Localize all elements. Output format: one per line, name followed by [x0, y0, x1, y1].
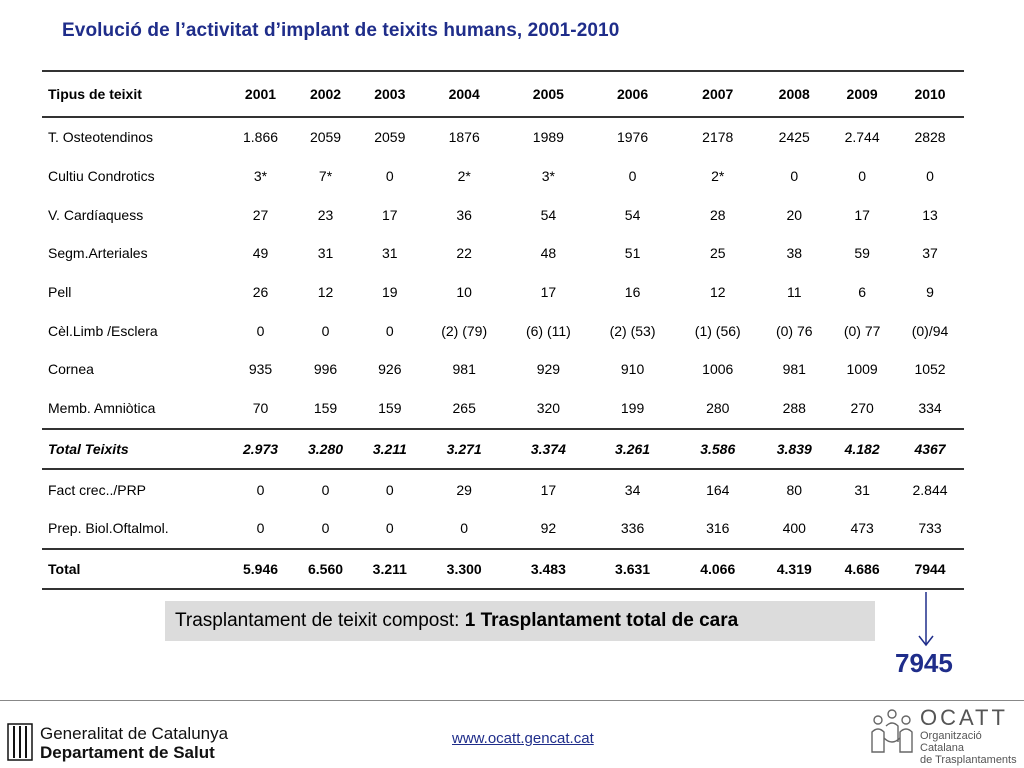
- generalitat-text: [40, 724, 228, 762]
- table-cell: 2425: [778, 129, 810, 146]
- table-cell: (0) 77: [843, 322, 881, 339]
- total-teixits-row: [42, 429, 964, 470]
- table-cell: 0: [385, 520, 394, 537]
- table-cell: 31: [317, 245, 334, 262]
- table-cell: 159: [378, 400, 402, 417]
- table-cell: 935: [248, 361, 273, 378]
- table-cell: 0: [256, 520, 265, 537]
- row-label: Cornea: [48, 361, 94, 378]
- table-row: [42, 350, 964, 389]
- table-cell: 4.066: [700, 560, 736, 577]
- table-cell: 288: [782, 400, 806, 417]
- ocatt-website-link[interactable]: www.ocatt.gencat.cat: [452, 730, 594, 747]
- table-cell: 17: [382, 206, 398, 223]
- table-cell: 2.844: [912, 481, 948, 498]
- table-cell: 4367: [914, 440, 946, 457]
- table-cell: 2.973: [242, 440, 279, 457]
- table-cell: 22: [456, 245, 472, 262]
- table-cell: 3.261: [615, 440, 651, 457]
- table-cell: 4.686: [844, 560, 880, 577]
- table-cell: 929: [536, 361, 561, 378]
- table-cell: 1989: [532, 129, 564, 146]
- table-cell: 3.483: [530, 560, 566, 577]
- table-cell: 1006: [702, 361, 734, 378]
- table-cell: 0: [321, 322, 330, 339]
- table-cell: 20: [786, 206, 803, 223]
- callout-bold: 1 Trasplantament total de cara: [464, 610, 739, 631]
- table-cell: 6.560: [308, 560, 344, 577]
- table-cell: 270: [850, 400, 874, 417]
- table-cell: 9: [926, 284, 934, 301]
- table-cell: 1876: [448, 129, 480, 146]
- table-cell: 27: [252, 206, 269, 223]
- table-cell: 2828: [914, 129, 946, 146]
- row-label: Cultiu Condrotics: [48, 168, 155, 185]
- table-cell: 4.319: [776, 560, 812, 577]
- table-cell: 2059: [309, 129, 342, 146]
- table-cell: 3.631: [615, 560, 651, 577]
- row-label: Fact crec../PRP: [48, 481, 147, 498]
- table-cell: 473: [850, 520, 874, 537]
- table-cell: 280: [706, 400, 730, 417]
- table-cell: (0) 76: [775, 322, 813, 339]
- table-cell: 0: [385, 168, 394, 185]
- table-cell: 13: [922, 206, 938, 223]
- table-cell: 3*: [541, 168, 555, 185]
- composite-transplant-callout: [165, 601, 875, 641]
- table-cell: 159: [313, 400, 338, 417]
- row-label: Total: [48, 560, 81, 577]
- table-cell: 59: [854, 245, 870, 262]
- row-label: T. Osteotendinos: [48, 129, 154, 146]
- table-cell: 733: [918, 520, 942, 537]
- gencat-line1: Generalitat de Catalunya: [40, 724, 229, 743]
- table-cell: 400: [782, 520, 806, 537]
- table-cell: 0: [385, 322, 394, 339]
- table-cell: (1) (56): [694, 322, 741, 339]
- gencat-line2: Departament de Salut: [40, 743, 215, 762]
- table-cell: 996: [313, 361, 338, 378]
- table-cell: 31: [382, 245, 398, 262]
- column-header-year: 2006: [616, 86, 649, 102]
- table-cell: 2178: [702, 129, 734, 146]
- column-header-year: 2003: [374, 86, 406, 102]
- table-cell: 48: [540, 245, 557, 262]
- table-cell: 2.744: [844, 129, 880, 146]
- table-row: [42, 389, 964, 429]
- table-cell: 334: [918, 400, 942, 417]
- table-cell: 54: [540, 206, 557, 223]
- column-header-year: 2005: [532, 86, 564, 102]
- table-header-row: [42, 71, 964, 117]
- table-row: [42, 311, 964, 350]
- column-header-year: 2002: [309, 86, 342, 102]
- table-cell: (2) (53): [609, 322, 656, 339]
- grand-total-value: 7945: [895, 648, 953, 678]
- table-cell: 2*: [457, 168, 471, 185]
- table-cell: 0: [460, 520, 469, 537]
- table-cell: 3.586: [700, 440, 736, 457]
- table-cell: 7*: [318, 168, 333, 185]
- page-title: Evolució de l’activitat d’implant de teixits humans, 2001-2010: [62, 20, 620, 41]
- table-cell: 23: [317, 206, 334, 223]
- ocatt-line1: Organització Catalana: [920, 730, 982, 754]
- tissue-implant-table: [42, 70, 964, 590]
- row-label: Prep. Biol.Oftalmol.: [48, 520, 169, 537]
- table-cell: 25: [709, 245, 726, 262]
- table-cell: 3.300: [446, 560, 482, 577]
- callout-prefix: Trasplantament de teixit compost:: [175, 610, 465, 631]
- table-cell: 7944: [914, 560, 946, 577]
- table-cell: 3.280: [308, 440, 344, 457]
- table-cell: 6: [858, 284, 867, 301]
- table-cell: 5.946: [242, 560, 279, 577]
- table-cell: 2*: [711, 168, 725, 185]
- table-cell: 336: [620, 520, 645, 537]
- table-cell: 3.271: [446, 440, 482, 457]
- column-header-year: 2004: [448, 86, 480, 102]
- table-cell: 38: [786, 245, 803, 262]
- table-row: [42, 117, 964, 157]
- table-row: [42, 195, 964, 234]
- table-cell: 0: [321, 520, 330, 537]
- table-cell: 1009: [846, 361, 878, 378]
- table-cell: 265: [452, 400, 476, 417]
- row-label: Pell: [48, 284, 72, 301]
- table-cell: 70: [252, 400, 269, 417]
- table-cell: 16: [624, 284, 641, 301]
- table-cell: 0: [256, 481, 265, 498]
- table-row: [42, 234, 964, 273]
- table-row: [42, 469, 964, 509]
- table-cell: 51: [624, 245, 641, 262]
- table-cell: 3.374: [530, 440, 566, 457]
- column-header-type: Tipus de teixit: [48, 86, 142, 102]
- table-cell: 31: [854, 481, 870, 498]
- table-cell: 4.182: [844, 440, 880, 457]
- table-cell: 10: [456, 284, 472, 301]
- table-cell: 2059: [374, 129, 406, 146]
- table-cell: 199: [620, 400, 645, 417]
- row-label: Segm.Arteriales: [48, 245, 148, 262]
- table-row: [42, 157, 964, 196]
- table-cell: 0: [321, 481, 330, 498]
- column-header-year: 2007: [702, 86, 734, 102]
- footer-divider: [0, 700, 1024, 701]
- ocatt-name: OCATT: [920, 705, 1008, 730]
- ocatt-brand: [920, 706, 1024, 766]
- table-cell: 29: [456, 481, 472, 498]
- table-cell: (2) (79): [441, 322, 488, 339]
- table-cell: 26: [252, 284, 269, 301]
- table-cell: (6) (11): [525, 322, 571, 339]
- table-cell: 28: [709, 206, 726, 223]
- table-cell: 49: [252, 245, 269, 262]
- column-header-year: 2009: [846, 86, 878, 102]
- table-cell: 17: [540, 481, 557, 498]
- table-cell: 0: [926, 168, 934, 185]
- table-cell: 316: [706, 520, 730, 537]
- ocatt-people-logo-icon: [866, 704, 918, 764]
- generalitat-emblem-icon: [6, 722, 34, 766]
- table-cell: 0: [790, 168, 799, 185]
- table-cell: 92: [540, 520, 557, 537]
- table-cell: 12: [317, 284, 334, 301]
- down-arrow-icon: [914, 590, 938, 648]
- table-cell: 3.839: [776, 440, 812, 457]
- table-cell: 1052: [914, 361, 946, 378]
- table-cell: 0: [385, 481, 394, 498]
- column-header-year: 2008: [778, 86, 810, 102]
- table-cell: 164: [706, 481, 730, 498]
- row-label: Total Teixits: [48, 440, 129, 457]
- table-cell: 1.866: [242, 129, 279, 146]
- table-cell: 926: [378, 361, 402, 378]
- table-cell: 17: [854, 206, 870, 223]
- table-cell: 3.211: [372, 560, 407, 577]
- table-cell: 12: [709, 284, 726, 301]
- table-row: [42, 509, 964, 549]
- ocatt-line2: de Trasplantaments: [920, 754, 1017, 766]
- table-cell: 0: [858, 168, 867, 185]
- table-cell: 17: [540, 284, 557, 301]
- table-cell: 981: [782, 361, 806, 378]
- table-cell: 910: [620, 361, 645, 378]
- row-label: V. Cardíaquess: [48, 206, 144, 223]
- table-cell: 0: [256, 322, 265, 339]
- grand-total-row: [42, 549, 964, 590]
- table-row: [42, 273, 964, 312]
- table-cell: 3*: [253, 168, 268, 185]
- table-cell: 3.211: [372, 440, 407, 457]
- table-cell: 11: [786, 284, 802, 301]
- table-cell: 1976: [616, 129, 649, 146]
- table-cell: (0)/94: [911, 322, 949, 339]
- table-cell: 19: [382, 284, 398, 301]
- table-cell: 54: [624, 206, 641, 223]
- row-label: Cèl.Limb /Esclera: [48, 322, 158, 339]
- column-header-year: 2001: [244, 86, 277, 102]
- row-label: Memb. Amniòtica: [48, 400, 156, 417]
- table-cell: 981: [452, 361, 476, 378]
- table-cell: 320: [536, 400, 561, 417]
- table-cell: 80: [786, 481, 803, 498]
- column-header-year: 2010: [914, 86, 946, 102]
- table-cell: 0: [628, 168, 637, 185]
- table-cell: 36: [456, 206, 472, 223]
- table-cell: 34: [624, 481, 641, 498]
- table-cell: 37: [922, 245, 938, 262]
